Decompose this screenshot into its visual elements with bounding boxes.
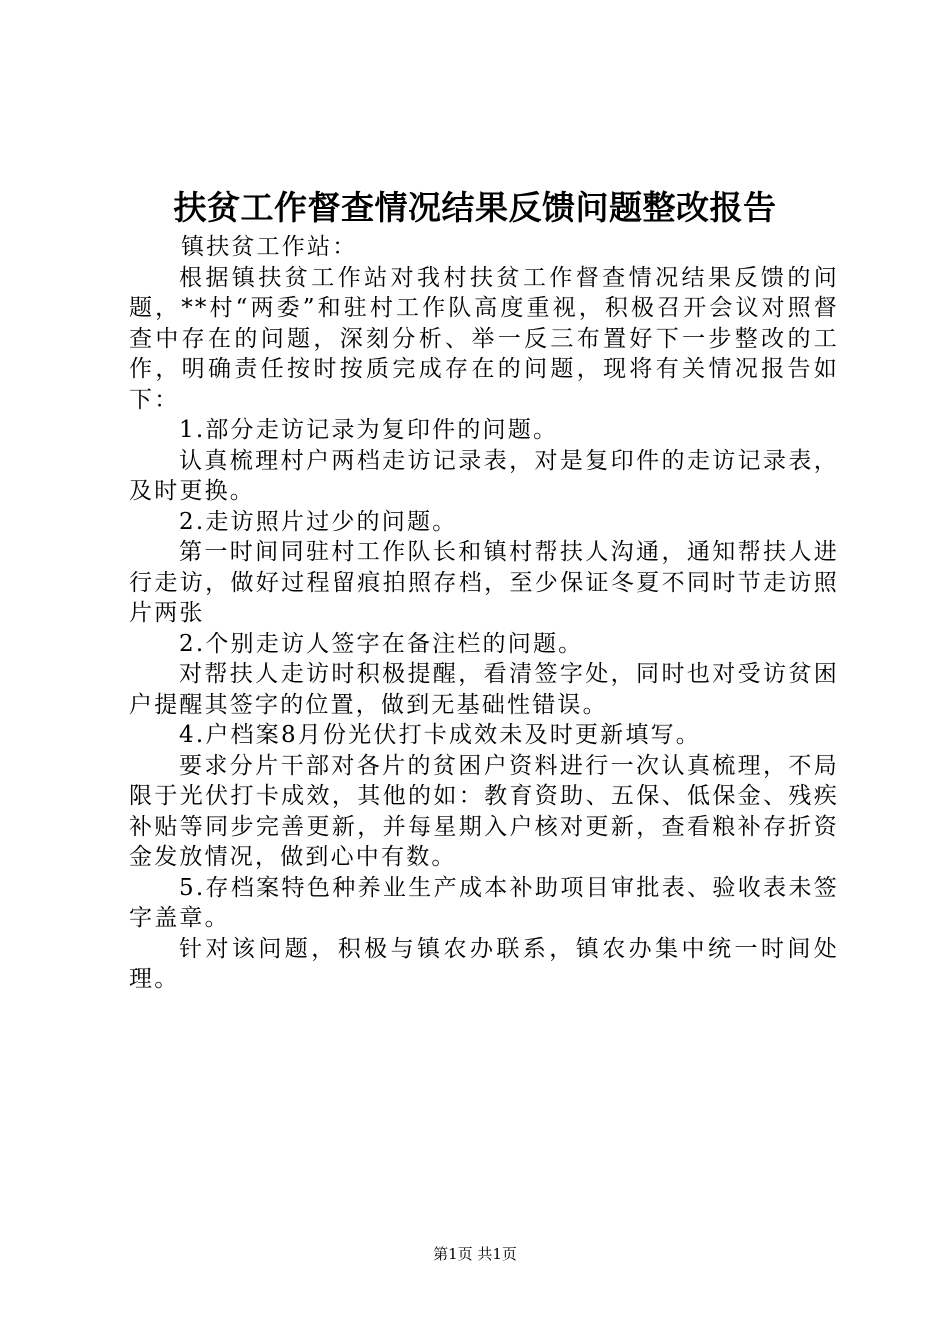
issue-heading-1: 1.部分走访记录为复印件的问题。 (179, 417, 559, 443)
issue-response-1: 认真梳理村户两档走访记录表，对是复印件的走访记录表，及时更换。 (129, 447, 839, 504)
issue-heading-3: 2.个别走访人签字在备注栏的问题。 (179, 630, 584, 657)
issue-heading-4: 4.户档案8月份光伏打卡成效未及时更新填写。 (179, 722, 701, 748)
issue-response-3: 对帮扶人走访时积极提醒，看清签字处，同时也对受访贫困户提醒其签字的位置，做到无基础性错误。 (129, 661, 839, 718)
issue-heading-2: 2.走访照片过少的问题。 (179, 508, 458, 535)
issue-response-2: 第一时间同驻村工作队长和镇村帮扶人沟通，通知帮扶人进行走访，做好过程留痕拍照存档，至少保证冬夏不同时节走访照片两张 (129, 539, 839, 626)
issue-response-4: 要求分片干部对各片的贫困户资料进行一次认真梳理，不局限于光伏打卡成效，其他的如：教育资助、五保、低保金、残疾补贴等同步完善更新，并每星期入户核对更新，查看粮补存折资金发放情况，做到心中有数。 (129, 752, 839, 870)
issue-heading-5: 5.存档案特色种养业生产成本补助项目审批表、验收表未签字盖章。 (129, 874, 839, 931)
document-body (129, 232, 839, 995)
issue-response-5: 针对该问题，积极与镇农办联系，镇农办集中统一时间处理。 (129, 935, 839, 992)
page-footer: 第1页 共1页 (433, 1245, 517, 1263)
document-title: 扶贫工作督查情况结果反馈问题整改报告 (173, 188, 777, 227)
salutation: 镇扶贫工作站： (181, 234, 358, 260)
paragraph-intro: 根据镇扶贫工作站对我村扶贫工作督查情况结果反馈的问题，**村“两委”和驻村工作队高度重视，积极召开会议对照督查中存在的问题，深刻分析、举一反三布置好下一步整改的工作，明确责任按时按质完成存在的问题，现将有关情况报告如下： (129, 264, 839, 413)
